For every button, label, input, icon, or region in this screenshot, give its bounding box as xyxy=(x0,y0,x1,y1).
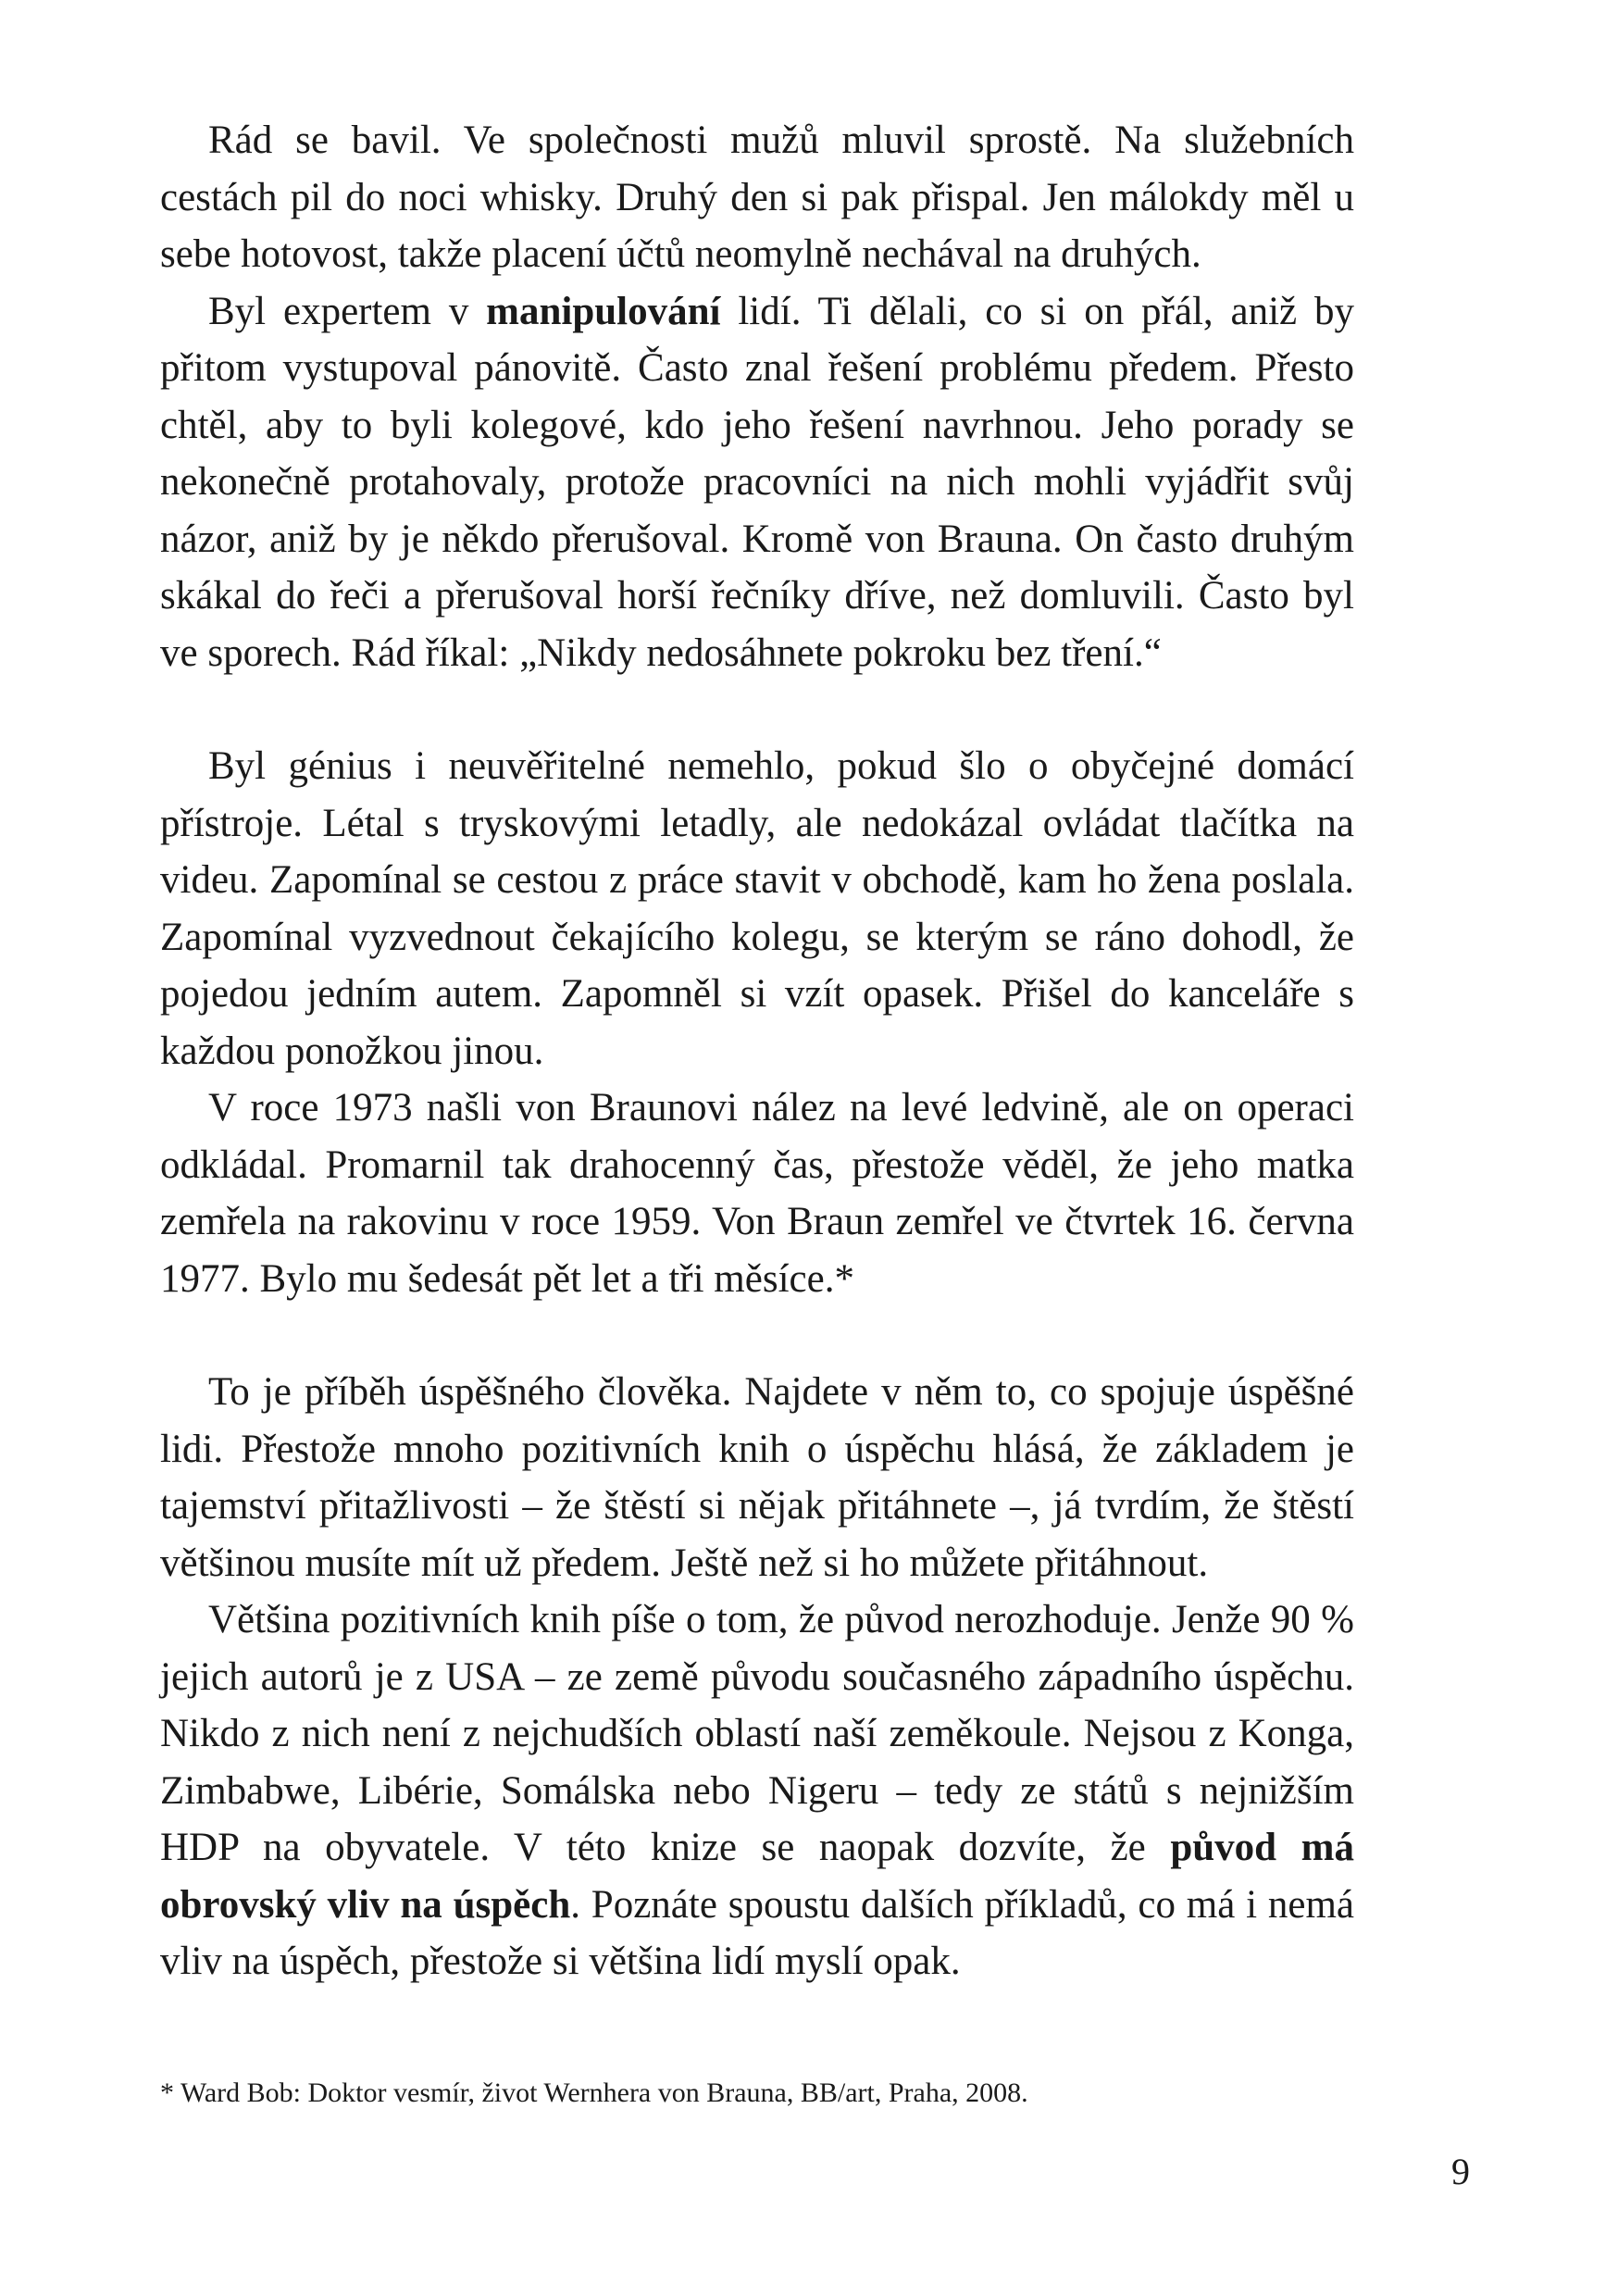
paragraph xyxy=(160,1079,1354,1307)
section-break xyxy=(160,1307,1354,1364)
paragraph xyxy=(160,738,1354,1079)
text-run: lidí. Ti dělali, co si on přál, aniž by přitom vystupoval pánovitě. Často znal řešení problému předem. Přesto chtěl, aby to byli kolegové, kdo jeho řešení navrhnou. Jeho porady se nekonečně protahovaly, protože pracovníci na nich mohli vyjádřit svůj názor, aniž by je někdo přerušoval. Kromě von Brauna. On často druhým skákal do řeči a přerušoval horší řečníky dříve, než domluvili. Často byl ve sporech. Rád říkal: „Nikdy nedosáhnete pokroku bez tření.“ xyxy=(160,289,1354,675)
paragraph xyxy=(160,1364,1354,1591)
text-run: Rád se bavil. Ve společnosti mužů mluvil sprostě. Na služebních cestách pil do noci whisky. Druhý den si pak přispal. Jen málokdy měl u sebe hotovost, takže placení účtů neomylně nechával na druhých. xyxy=(160,119,1354,276)
bold-term: původ má obrovský vliv na úspěch xyxy=(160,1826,1354,1927)
paragraph xyxy=(160,1591,1354,1990)
section-1 xyxy=(160,112,1354,681)
text-run: Byl expertem v xyxy=(208,289,487,333)
text-run: . Poznáte spoustu dalších příkladů, co má i nemá vliv na úspěch, přestože si většina lidí myslí opak. xyxy=(160,1882,1355,1983)
section-break xyxy=(160,681,1354,738)
page-number: 9 xyxy=(1451,2151,1470,2192)
text-run: To je příběh úspěšného člověka. Najdete v něm to, co spojuje úspěšné lidi. Přestože mnoho pozitivních knih o úspěchu hlásá, že základem je tajemství přitažlivosti – že štěstí si nějak přitáhnete –, já tvrdím, že štěstí většinou musíte mít už předem. Ještě než si ho můžete přitáhnout. xyxy=(160,1370,1354,1585)
text-run: Většina pozitivních knih píše o tom, že původ nerozhoduje. Jenže 90 % jejich autorů je z USA – ze země původu současného západního úspěchu. Nikdo z nich není z nejchudších oblastí naší zeměkoule. Nejsou z Konga, Zimbabwe, Libérie, Somálska nebo Nigeru – tedy ze států s nejnižším HDP na obyvatele. V této knize se naopak dozvíte, že xyxy=(160,1598,1354,1869)
body-text xyxy=(160,112,1354,1990)
paragraph xyxy=(160,283,1354,682)
section-2 xyxy=(160,738,1354,1307)
footnote: * Ward Bob: Doktor vesmír, život Wernhera von Brauna, BB/art, Praha, 2008. xyxy=(160,2078,1028,2108)
bold-term: manipulování xyxy=(486,289,721,333)
section-3 xyxy=(160,1364,1354,1990)
paragraph xyxy=(160,112,1354,283)
text-run: V roce 1973 našli von Braunovi nález na levé ledvině, ale on operaci odkládal. Promarnil tak drahocenný čas, přestože věděl, že jeho matka zemřela na rakovinu v roce 1959. Von Braun zemřel ve čtvrtek 16. června 1977. Bylo mu šedesát pět let a tři měsíce.* xyxy=(160,1086,1354,1301)
text-run: Byl génius i neuvěřitelné nemehlo, pokud šlo o obyčejné domácí přístroje. Létal s tryskovými letadly, ale nedokázal ovládat tlačítka na videu. Zapomínal se cestou z práce stavit v obchodě, kam ho žena poslala. Zapomínal vyzvednout čekajícího kolegu, se kterým se ráno dohodl, že pojedou jedním autem. Zapomněl si vzít opasek. Přišel do kanceláře s každou ponožkou jinou. xyxy=(160,744,1354,1073)
